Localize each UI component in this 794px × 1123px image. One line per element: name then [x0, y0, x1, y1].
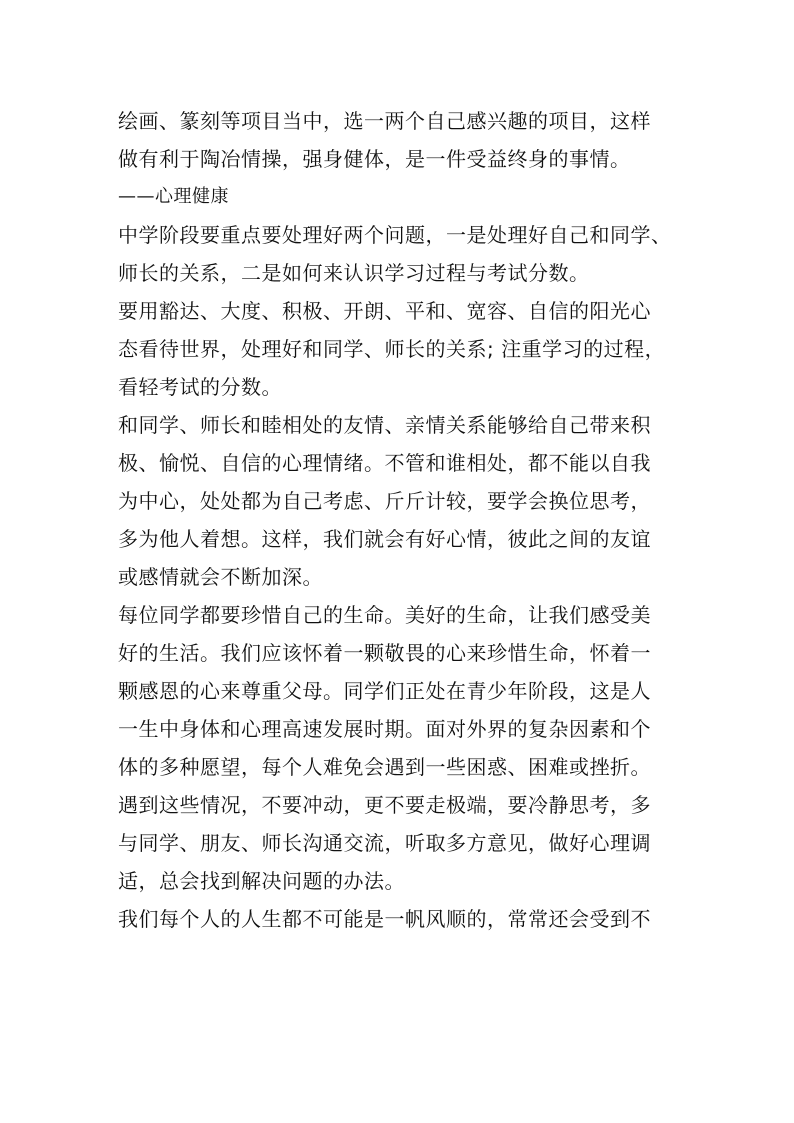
- text-line: 或感情就会不断加深。: [118, 565, 323, 589]
- text-line: 绘画、篆刻等项目当中，选一两个自己感兴趣的项目，这样: [118, 109, 651, 133]
- text-line: 我们每个人的人生都不可能是一帆风顺的，常常还会受到不: [118, 907, 651, 931]
- text-line: 极、愉悦、自信的心理情绪。不管和谁相处，都不能以自我: [118, 451, 651, 475]
- text-line: 师长的关系，二是如何来认识学习过程与考试分数。: [118, 261, 590, 285]
- text-line: 体的多种愿望，每个人难免会遇到一些困惑、困难或挫折。: [118, 755, 651, 779]
- text-line: 中学阶段要重点要处理好两个问题，一是处理好自己和同学、: [118, 223, 672, 247]
- text-line: 多为他人着想。这样，我们就会有好心情，彼此之间的友谊: [118, 527, 651, 551]
- document-body: [118, 102, 690, 938]
- text-line: 和同学、师长和睦相处的友情、亲情关系能够给自己带来积: [118, 413, 651, 437]
- text-line: 态看待世界，处理好和同学、师长的关系; 注重学习的过程，: [118, 337, 666, 361]
- text-line: 每位同学都要珍惜自己的生命。美好的生命，让我们感受美: [118, 603, 651, 627]
- text-line: 适，总会找到解决问题的办法。: [118, 869, 405, 893]
- text-line: 为中心，处处都为自己考虑、斤斤计较，要学会换位思考，: [118, 489, 651, 513]
- text-line: 好的生活。我们应该怀着一颗敬畏的心来珍惜生命，怀着一: [118, 641, 651, 665]
- text-line: 要用豁达、大度、积极、开朗、平和、宽容、自信的阳光心: [118, 299, 651, 323]
- text-line: 看轻考试的分数。: [118, 375, 282, 399]
- text-line: 颗感恩的心来尊重父母。同学们正处在青少年阶段，这是人: [118, 679, 651, 703]
- text-line: 遇到这些情况，不要冲动，更不要走极端，要冷静思考，多: [118, 793, 651, 817]
- text-line: 一生中身体和心理高速发展时期。面对外界的复杂因素和个: [118, 717, 651, 741]
- section-heading: ——心理健康: [118, 186, 229, 207]
- text-line: 与同学、朋友、师长沟通交流，听取多方意见，做好心理调: [118, 831, 651, 855]
- text-line: 做有利于陶冶情操，强身健体，是一件受益终身的事情。: [118, 147, 631, 171]
